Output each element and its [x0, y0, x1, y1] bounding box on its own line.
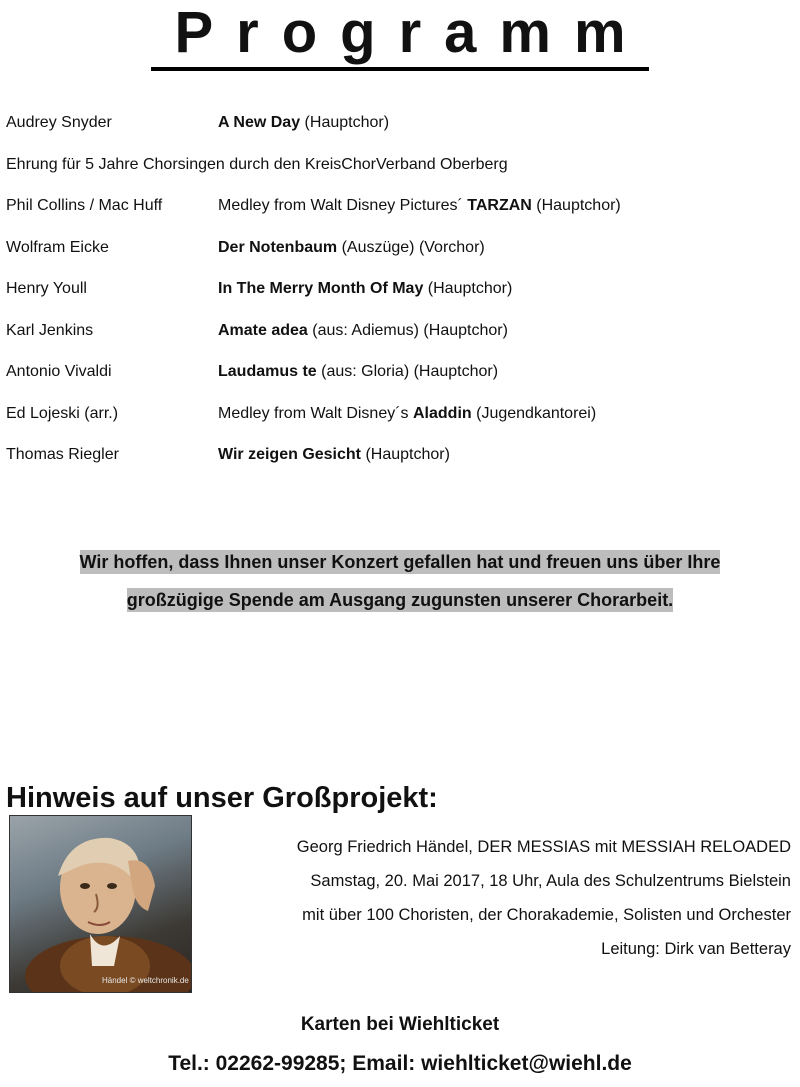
work-title: In The Merry Month Of May	[218, 280, 424, 297]
program-composer: Karl Jenkins	[6, 321, 94, 339]
program-composer: Ehrung für 5 Jahre Chorsingen durch den KreisChorVerband Oberberg	[6, 155, 508, 173]
event-line-1: Georg Friedrich Händel, DER MESSIAS mit MESSIAH RELOADED	[296, 838, 791, 856]
program-work	[218, 113, 389, 133]
work-title: Aladdin	[413, 404, 472, 422]
notice-line-1	[0, 542, 800, 582]
program-composer: Ed Lojeski (arr.)	[6, 404, 119, 422]
program-work	[218, 404, 596, 424]
work-title: Wir zeigen Gesicht	[218, 446, 361, 463]
notice-text-1: Wir hoffen, dass Ihnen unser Konzert gefallen hat und freuen uns über Ihre	[79, 552, 721, 572]
program-composer: Thomas Riegler	[6, 446, 119, 463]
work-title: Laudamus te	[218, 363, 317, 380]
work-note: (aus: Adiemus) (Hauptchor)	[307, 321, 508, 339]
hinweis-heading: Hinweis auf unser Großprojekt:	[6, 782, 438, 814]
event-details	[297, 830, 791, 966]
work-title: Der Notenbaum	[218, 238, 338, 256]
event-line-2: Samstag, 20. Mai 2017, 18 Uhr, Aula des Schulzentrums Bielstein	[310, 872, 791, 890]
work-note: (Hauptchor)	[423, 280, 513, 297]
work-note: Medley from Walt Disney´s	[218, 404, 413, 422]
event-line-3: mit über 100 Choristen, der Chorakademie, Solisten und Orchester	[302, 906, 791, 924]
work-note: (Hauptchor)	[300, 114, 390, 131]
haendel-portrait	[9, 815, 192, 993]
work-note: (Hauptchor)	[531, 197, 621, 214]
program-work	[218, 238, 485, 258]
program-composer: Antonio Vivaldi	[6, 363, 112, 380]
program-composer: Wolfram Eicke	[6, 238, 109, 256]
notice-line-2	[0, 580, 800, 620]
work-note: (Hauptchor)	[361, 446, 450, 463]
phone-email-line: Tel.: 02262-99285; Email: wiehlticket@wiehl.de	[168, 1052, 632, 1075]
program-work	[218, 362, 498, 382]
program-work	[218, 445, 450, 465]
program-work	[218, 279, 512, 299]
work-title: TARZAN	[467, 197, 532, 214]
work-note: Medley from Walt Disney Pictures´	[218, 197, 468, 214]
notice-text-2: großzügige Spende am Ausgang zugunsten unserer Chorarbeit.	[126, 590, 674, 610]
program-work	[218, 196, 621, 216]
program-composer: Audrey Snyder	[6, 114, 112, 131]
work-title: Amate adea	[218, 321, 308, 339]
work-note: (aus: Gloria) (Hauptchor)	[316, 363, 499, 380]
work-title: A New Day	[218, 114, 301, 131]
program-composer: Phil Collins / Mac Huff	[6, 197, 163, 214]
work-note: (Jugendkantorei)	[471, 404, 597, 422]
tickets-line: Karten bei Wiehlticket	[300, 1014, 500, 1035]
program-work	[218, 321, 508, 341]
program-composer: Henry Youll	[6, 280, 87, 297]
event-line-4: Leitung: Dirk van Betteray	[601, 940, 791, 958]
page-title-wrap	[0, 2, 800, 71]
portrait-caption: Händel © weltchronik.de	[102, 976, 189, 985]
page-title: Programm	[151, 2, 648, 71]
portrait-drawing	[10, 816, 192, 993]
work-note: (Auszüge) (Vorchor)	[337, 238, 485, 256]
